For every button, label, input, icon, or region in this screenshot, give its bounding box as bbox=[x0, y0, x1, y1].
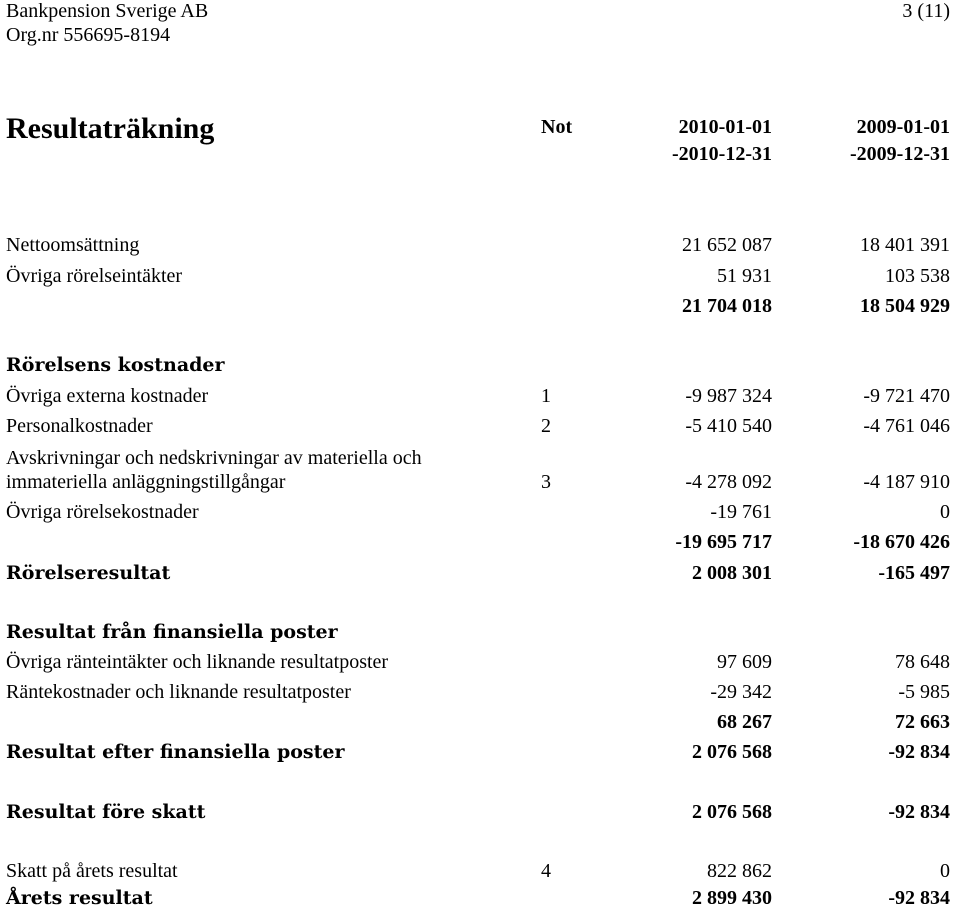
value-2010: 2 076 568 bbox=[692, 741, 772, 763]
value-2010: -5 410 540 bbox=[685, 415, 772, 437]
row-label: immateriella anläggningstillgångar bbox=[6, 471, 286, 493]
note-reference: 4 bbox=[541, 860, 551, 882]
column-header-2009-end: -2009-12-31 bbox=[850, 143, 950, 165]
row-label: Övriga externa kostnader bbox=[6, 385, 209, 407]
total-row bbox=[0, 883, 960, 913]
row-label: Rörelsens kostnader bbox=[6, 354, 225, 376]
row-label: Rörelseresultat bbox=[6, 562, 171, 584]
column-header-2010 bbox=[672, 114, 772, 168]
value-2009: 0 bbox=[940, 860, 950, 882]
row-label: Avskrivningar och nedskrivningar av materiella och bbox=[6, 447, 422, 469]
value-2010: 822 862 bbox=[707, 860, 772, 882]
column-header-not: Not bbox=[541, 116, 573, 138]
value-2009: -5 985 bbox=[898, 681, 950, 703]
note-reference: 3 bbox=[541, 471, 551, 493]
value-2010: -29 342 bbox=[710, 681, 772, 703]
value-2009: -18 670 426 bbox=[853, 531, 950, 553]
total-row bbox=[0, 558, 960, 588]
value-2009: 18 401 391 bbox=[860, 234, 950, 256]
value-2010: 2 076 568 bbox=[692, 801, 772, 823]
note-reference: 2 bbox=[541, 415, 551, 437]
value-2009: -92 834 bbox=[888, 801, 950, 823]
value-2009: 103 538 bbox=[885, 265, 950, 287]
table-row bbox=[0, 856, 960, 886]
table-row bbox=[0, 467, 960, 497]
row-label: Nettoomsättning bbox=[6, 234, 140, 256]
column-header-2010-end: -2010-12-31 bbox=[672, 143, 772, 165]
value-2009: 18 504 929 bbox=[860, 295, 950, 317]
value-2010: 21 704 018 bbox=[682, 295, 772, 317]
page-number: 3 (11) bbox=[902, 0, 950, 22]
note-reference: 1 bbox=[541, 385, 551, 407]
value-2010: 97 609 bbox=[717, 651, 772, 673]
table-row bbox=[0, 261, 960, 291]
table-row bbox=[0, 381, 960, 411]
column-header-2010-start: 2010-01-01 bbox=[678, 116, 772, 138]
value-2009: -4 187 910 bbox=[863, 471, 950, 493]
value-2010: 21 652 087 bbox=[682, 234, 772, 256]
value-2009: 0 bbox=[940, 501, 950, 523]
subtotal-row bbox=[0, 527, 960, 557]
row-label: Skatt på årets resultat bbox=[6, 860, 178, 882]
org-number: Org.nr 556695-8194 bbox=[6, 24, 171, 46]
row-label: Resultat före skatt bbox=[6, 801, 206, 823]
table-row bbox=[0, 647, 960, 677]
table-row bbox=[0, 497, 960, 527]
row-label: Räntekostnader och liknande resultatposter bbox=[6, 681, 351, 703]
row-label: Övriga rörelsekostnader bbox=[6, 501, 199, 523]
table-row bbox=[0, 677, 960, 707]
value-2010: -19 695 717 bbox=[675, 531, 772, 553]
column-header-2009-start: 2009-01-01 bbox=[856, 116, 950, 138]
column-header-2009 bbox=[850, 114, 950, 168]
section-heading bbox=[0, 350, 960, 380]
company-name: Bankpension Sverige AB bbox=[6, 0, 209, 22]
value-2010: 68 267 bbox=[717, 711, 772, 733]
value-2010: -4 278 092 bbox=[685, 471, 772, 493]
total-row bbox=[0, 737, 960, 767]
table-row bbox=[0, 230, 960, 260]
value-2009: -4 761 046 bbox=[863, 415, 950, 437]
value-2009: -9 721 470 bbox=[863, 385, 950, 407]
table-row bbox=[0, 411, 960, 441]
row-label: Resultat från finansiella poster bbox=[6, 621, 338, 643]
value-2010: 2 008 301 bbox=[692, 562, 772, 584]
value-2009: -165 497 bbox=[878, 562, 950, 584]
value-2010: -19 761 bbox=[710, 501, 772, 523]
value-2009: 72 663 bbox=[895, 711, 950, 733]
row-label: Övriga ränteintäkter och liknande resultatposter bbox=[6, 651, 389, 673]
row-label: Personalkostnader bbox=[6, 415, 153, 437]
value-2009: 78 648 bbox=[895, 651, 950, 673]
row-label: Resultat efter finansiella poster bbox=[6, 741, 345, 763]
value-2010: -9 987 324 bbox=[685, 385, 772, 407]
value-2009: -92 834 bbox=[888, 741, 950, 763]
section-heading bbox=[0, 617, 960, 647]
row-label: Årets resultat bbox=[6, 887, 153, 909]
page-title: Resultaträkning bbox=[6, 112, 215, 145]
total-row bbox=[0, 797, 960, 827]
value-2010: 2 899 430 bbox=[692, 887, 772, 909]
subtotal-row bbox=[0, 291, 960, 321]
value-2009: -92 834 bbox=[888, 887, 950, 909]
row-label: Övriga rörelseintäkter bbox=[6, 265, 183, 287]
value-2010: 51 931 bbox=[717, 265, 772, 287]
subtotal-row bbox=[0, 707, 960, 737]
